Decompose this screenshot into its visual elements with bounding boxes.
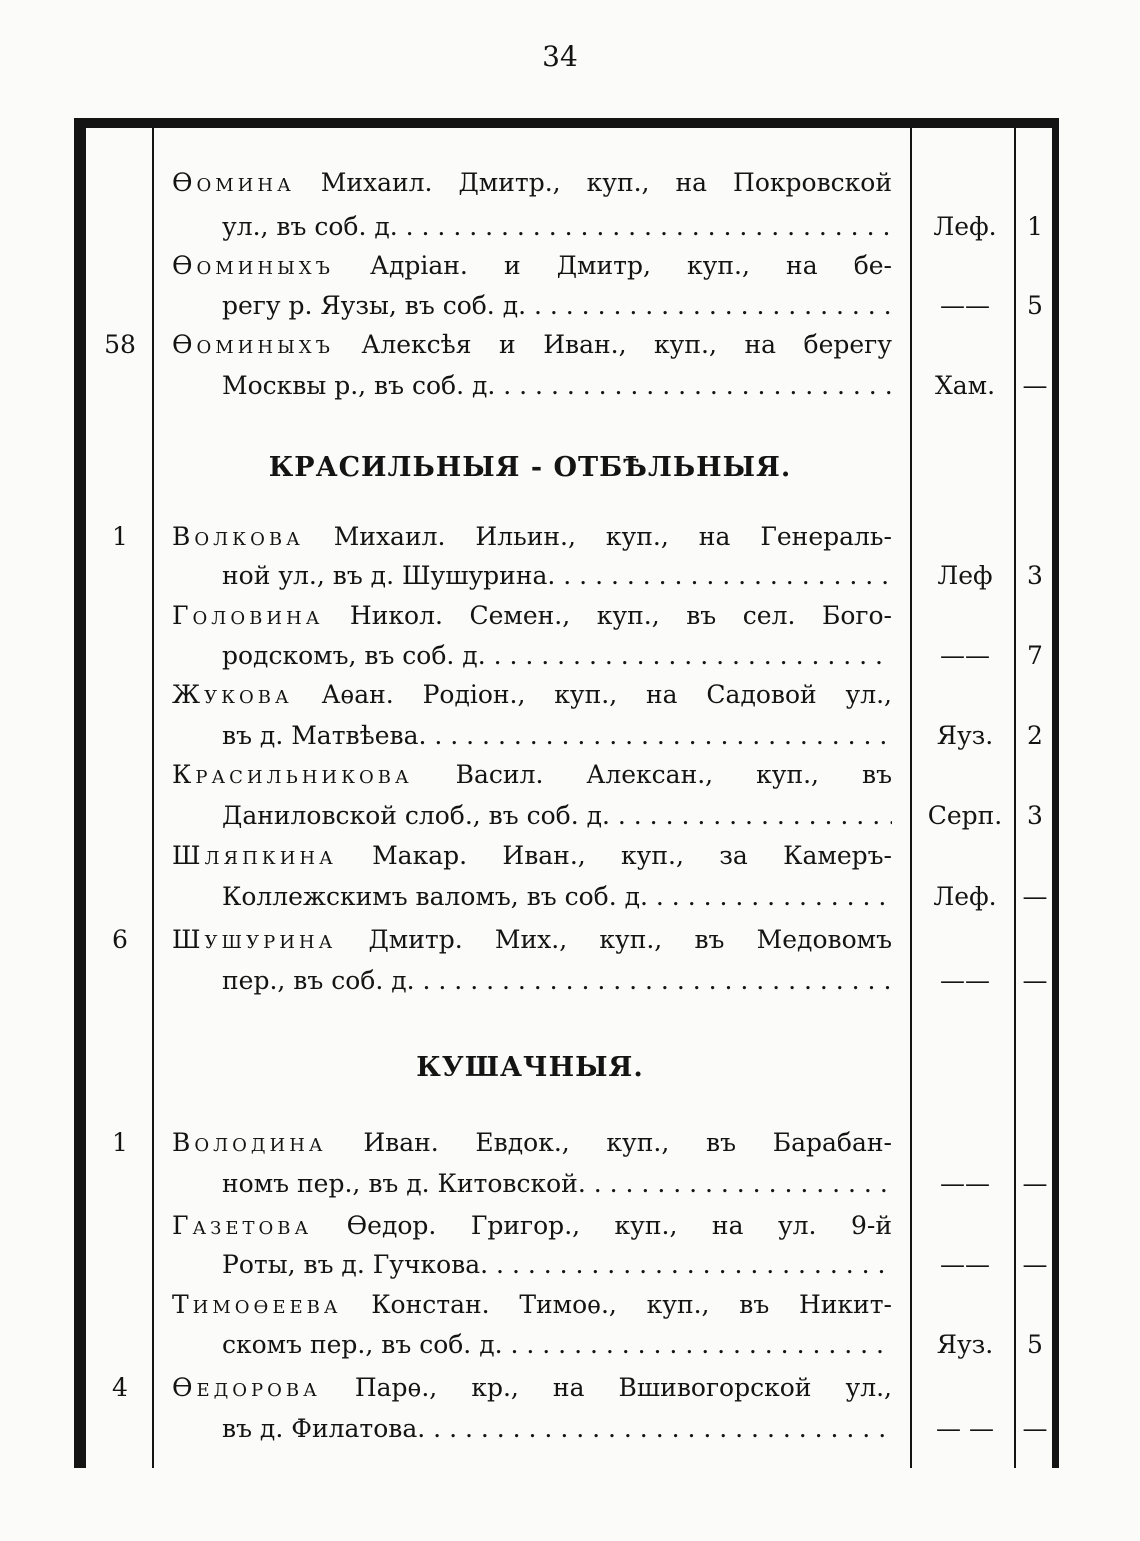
entry-line-1 [172, 165, 892, 201]
entry-part: Хам. [934, 371, 996, 400]
entry-details: Михаил. Дмитр., куп., на Покровской [320, 168, 892, 197]
entry-part: Яуз. [936, 1330, 994, 1359]
entry-count: — [1022, 1169, 1048, 1198]
entry-name: Тимоѳеева [172, 1290, 342, 1319]
entry-line-1 [172, 519, 892, 555]
entry-address: въ д. Филатова. . . . [222, 1411, 892, 1447]
entry-count: — [1022, 1250, 1048, 1279]
entry-name: Ѳоминыхъ [172, 251, 334, 280]
entry-0-0 [0, 165, 1140, 201]
entry-number: 1 [112, 1128, 128, 1157]
entry-number: 58 [104, 330, 136, 359]
entry-count: 3 [1027, 561, 1043, 590]
entry-part: — — [936, 1414, 994, 1443]
entry-details: Парѳ., кр., на Вшивогорской ул., [354, 1373, 892, 1402]
entry-name: Ѳедорова [172, 1373, 321, 1402]
entry-name: Волкова [172, 522, 304, 551]
entry-line-1 [172, 248, 892, 284]
entry-part: Яуз. [936, 721, 994, 750]
entry-0-1 [0, 248, 1140, 284]
entry-name: Володина [172, 1128, 327, 1157]
entry-count: 1 [1027, 212, 1043, 241]
entry-address: родскомъ, въ соб. д. . . . [222, 638, 892, 674]
entry-name: Красильникова [172, 760, 413, 789]
entry-name: Жукова [172, 680, 293, 709]
entry-name: Ѳомина [172, 168, 295, 197]
entry-details: Ѳедор. Григор., куп., на ул. 9-й [346, 1211, 892, 1240]
entry-2-3 [0, 1370, 1140, 1406]
entry-1-2 [0, 677, 1140, 713]
entry-details: Алексѣя и Иван., куп., на берегу [361, 330, 892, 359]
entry-line-1 [172, 757, 892, 793]
entry-1-4 [0, 838, 1140, 874]
entry-address: въ д. Матвѣева. . . . [222, 718, 892, 754]
entry-part: —— [940, 966, 990, 995]
entry-count: 2 [1027, 721, 1043, 750]
entry-address: номъ пер., въ д. Китовской. . . . [222, 1166, 892, 1202]
entry-address: ной ул., въ д. Шушурина. . . . [222, 558, 892, 594]
entry-line-1 [172, 838, 892, 874]
entry-part: Леф. [933, 212, 997, 241]
entry-part: Леф. [933, 882, 997, 911]
section-heading: КРАСИЛЬНЫЯ - ОТБѢЛЬНЫЯ. [268, 452, 792, 483]
entry-details: Иван. Евдок., куп., въ Барабан- [363, 1128, 892, 1157]
entry-count: 3 [1027, 801, 1043, 830]
entry-count: — [1022, 1414, 1048, 1443]
entry-part: —— [940, 1250, 990, 1279]
entry-name: Ѳоминыхъ [172, 330, 334, 359]
entry-details: Адріан. и Дмитр, куп., на бе- [370, 251, 892, 280]
entry-details: Никол. Семен., куп., въ сел. Бого- [349, 601, 892, 630]
entry-number: 6 [112, 925, 128, 954]
entry-name: Газетова [172, 1211, 313, 1240]
entry-details: Дмитр. Мих., куп., въ Медовомъ [368, 925, 892, 954]
entry-details: Аѳан. Родіон., куп., на Садовой ул., [321, 680, 892, 709]
entry-part: —— [940, 1169, 990, 1198]
entry-line-1 [172, 598, 892, 634]
entry-name: Шляпкина [172, 841, 337, 870]
entry-number: 1 [112, 522, 128, 551]
entry-details: Макар. Иван., куп., за Камеръ- [372, 841, 892, 870]
entry-count: 5 [1027, 291, 1043, 320]
entry-line-1 [172, 677, 892, 713]
page-number: 34 [542, 40, 578, 73]
entry-name: Головина [172, 601, 324, 630]
entry-line-1 [172, 1125, 892, 1161]
entry-1-3 [0, 757, 1140, 793]
entry-line-1 [172, 327, 892, 363]
section-heading: КУШАЧНЫЯ. [416, 1052, 644, 1083]
entry-part: Серп. [927, 801, 1003, 830]
entry-2-0 [0, 1125, 1140, 1161]
entry-address: пер., въ соб. д. . . . [222, 963, 892, 999]
entry-2-2 [0, 1287, 1140, 1323]
entry-0-2 [0, 327, 1140, 363]
entry-part: Леф [937, 561, 993, 590]
entry-1-1 [0, 598, 1140, 634]
entry-details: Васил. Алексан., куп., въ [455, 760, 892, 789]
entry-line-1 [172, 922, 892, 958]
entry-count: 5 [1027, 1330, 1043, 1359]
entry-count: — [1022, 882, 1048, 911]
entry-1-0 [0, 519, 1140, 555]
entry-address: Даниловской слоб., въ соб. д. . . . [222, 798, 892, 834]
entry-line-1 [172, 1370, 892, 1406]
entry-count: — [1022, 966, 1048, 995]
entry-number: 4 [112, 1373, 128, 1402]
entry-2-1 [0, 1208, 1140, 1244]
entry-address: регу р. Яузы, въ соб. д. . . . [222, 288, 892, 324]
entry-details: Констан. Тимоѳ., куп., въ Никит- [371, 1290, 892, 1319]
entry-address: ул., въ соб. д. . . . [222, 209, 892, 245]
entry-name: Шушурина [172, 925, 337, 954]
entry-address: Роты, въ д. Гучкова. . . . [222, 1247, 892, 1283]
entry-address: Москвы р., въ соб. д. . . . [222, 368, 892, 404]
entry-count: 7 [1027, 641, 1043, 670]
entry-details: Михаил. Ильин., куп., на Генераль- [333, 522, 892, 551]
entry-part: —— [940, 291, 990, 320]
entry-part: —— [940, 641, 990, 670]
entry-1-5 [0, 922, 1140, 958]
entry-line-1 [172, 1287, 892, 1323]
entry-count: — [1022, 371, 1048, 400]
entry-line-1 [172, 1208, 892, 1244]
entry-address: скомъ пер., въ соб. д. . . . [222, 1327, 892, 1363]
top-rule [74, 118, 1059, 128]
entry-address: Коллежскимъ валомъ, въ соб. д. . . . [222, 879, 892, 915]
